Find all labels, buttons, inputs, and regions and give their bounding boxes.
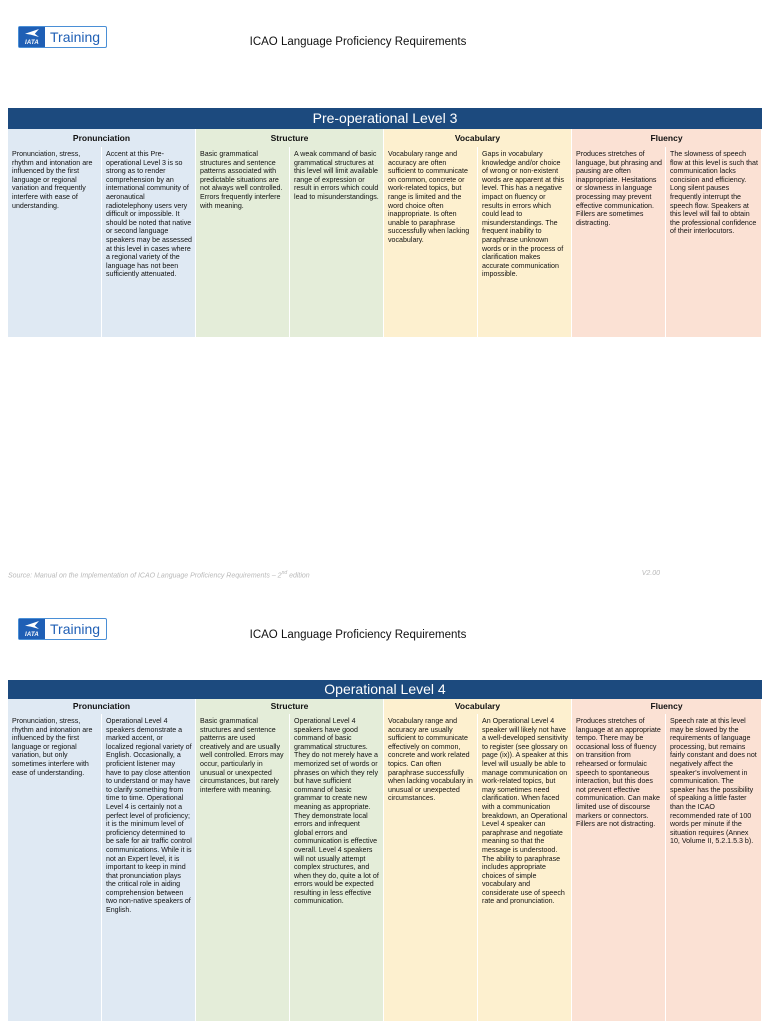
category-header-vocabulary: Vocabulary (384, 699, 572, 714)
table-cell: The slowness of speech flow at this level is such that communication lacks concision and efficiency. Long silent pauses frequently interrupt the speech flow. Speakers at this level will fail to obtain the professional confidence of their interlocutors. (666, 147, 762, 337)
table-cell: Operational Level 4 speakers have good command of basic grammatical structures. They do not merely have a memorized set of words or phrases on which they rely but have sufficient command of basic grammar to create new meaning as appropriate. They demonstrate local errors and infrequent global errors and communication is effective overall. Level 4 speakers will not usually attempt complex structures, and when they do, quite a lot of errors would be expected resulting in less effective communication. (290, 714, 384, 1021)
version-label: V2.00 (641, 570, 660, 577)
level-banner: Pre-operational Level 3 (8, 108, 762, 129)
iata-logo-icon: IATA (19, 619, 45, 639)
category-header-pronunciation: Pronunciation (8, 129, 196, 147)
document-page-2 (0, 595, 768, 1024)
category-header-pronunciation: Pronunciation (8, 699, 196, 714)
table-cell: Accent at this Pre-operational Level 3 is so strong as to render comprehension by an international community of aeronautical radiotelephony users very difficult or impossible. It should be noted that native or second language speakers may be assessed at this level in cases where a regional variety of the language has not been sufficiently attenuated. (102, 147, 196, 337)
table-cell: A weak command of basic grammatical structures at this level will limit available range of expression or result in errors which could lead to misunderstandings. (290, 147, 384, 337)
descriptor-table (8, 129, 762, 337)
table-cell: Pronunciation, stress, rhythm and intonation are influenced by the first language or regional variation and frequently interfere with ease of understanding. (8, 147, 102, 337)
page-title: ICAO Language Proficiency Requirements (249, 36, 467, 48)
page-footer (8, 570, 660, 579)
table-cell: Vocabulary range and accuracy are usually sufficient to communicate effectively on common, concrete and work related topics. Can often paraphrase successfully when lacking vocabulary in unusual or unexpected circumstances. (384, 714, 478, 1021)
table-cell: An Operational Level 4 speaker will likely not have a well-developed sensitivity to register (see glossary on page (ix)). A speaker at this level will usually be able to manage communication on work-related topics, but may sometimes need clarification. When faced with a communication breakdown, an Operational Level 4 speaker can paraphrase and negotiate meaning so that the message is understood. The ability to paraphrase includes appropriate choices of simple vocabulary and considerate use of speech rate and pronunciation. (478, 714, 572, 1021)
table-cell: Basic grammatical structures and sentence patterns are used creatively and are usually well controlled. Errors may occur, particularly in unusual or unexpected circumstances, but rarely interfere with meaning. (196, 714, 290, 1021)
category-header-structure: Structure (196, 699, 384, 714)
category-header-structure: Structure (196, 129, 384, 147)
category-header-fluency: Fluency (572, 699, 762, 714)
source-citation: Source: Manual on the Implementation of ICAO Language Proficiency Requirements – 2nd edition (8, 570, 310, 580)
page-title: ICAO Language Proficiency Requirements (249, 629, 467, 641)
logo-text: Training (50, 621, 101, 637)
table-cell: Produces stretches of language at an appropriate tempo. There may be occasional loss of fluency on transition from rehearsed or formulaic speech to spontaneous interaction, but this does not prevent effective communication. Can make limited use of discourse markers or connectors. Fillers are not distracting. (572, 714, 666, 1021)
table-cell: Produces stretches of language, but phrasing and pausing are often inappropriate. Hesitations or slowness in language processing may prevent effective communication. Fillers are sometimes distracting. (572, 147, 666, 337)
category-header-vocabulary: Vocabulary (384, 129, 572, 147)
table-cell: Pronunciation, stress, rhythm and intonation are influenced by the first language or regional variation, but only sometimes interfere with ease of understanding. (8, 714, 102, 1021)
descriptor-table (8, 699, 762, 1021)
table-cell: Basic grammatical structures and sentence patterns associated with predictable situations are not always well controlled. Errors frequently interfere with meaning. (196, 147, 290, 337)
iata-logo-icon: IATA (19, 27, 45, 47)
table-cell: Gaps in vocabulary knowledge and/or choice of wrong or non-existent words are apparent at this level. This has a negative impact on fluency or results in errors which could lead to misunderstandings. The frequent inability to paraphrase unknown words or in the process of clarification makes accurate communication impossible. (478, 147, 572, 337)
level-banner: Operational Level 4 (8, 680, 762, 699)
table-cell: Speech rate at this level may be slowed by the requirements of language processing, but remains fairly constant and does not negatively affect the speaker's involvement in communication. The speaker has the possibility of speaking a little faster than the ICAO recommended rate of 100 words per minute if the situation requires (Annex 10, Volume II, 5.2.1.5.3 b). (666, 714, 762, 1021)
table-cell: Vocabulary range and accuracy are often sufficient to communicate on common, concrete or work-related topics, but range is limited and the word choice often inappropriate. Is often unable to paraphrase successfully when lacking vocabulary. (384, 147, 478, 337)
table-cell: Operational Level 4 speakers demonstrate a marked accent, or localized regional variety of English. Occasionally, a proficient listener may have to pay close attention to understand or may have to clarify something from time to time. Operational Level 4 is certainly not a perfect level of proficiency; it is the minimum level of proficiency determined to be safe for air traffic control communications. While it is not an Expert level, it is important to keep in mind that pronunciation plays the critical role in aiding comprehension between two non-native speakers of English. (102, 714, 196, 1021)
category-header-fluency: Fluency (572, 129, 762, 147)
logo-text: Training (50, 29, 101, 45)
